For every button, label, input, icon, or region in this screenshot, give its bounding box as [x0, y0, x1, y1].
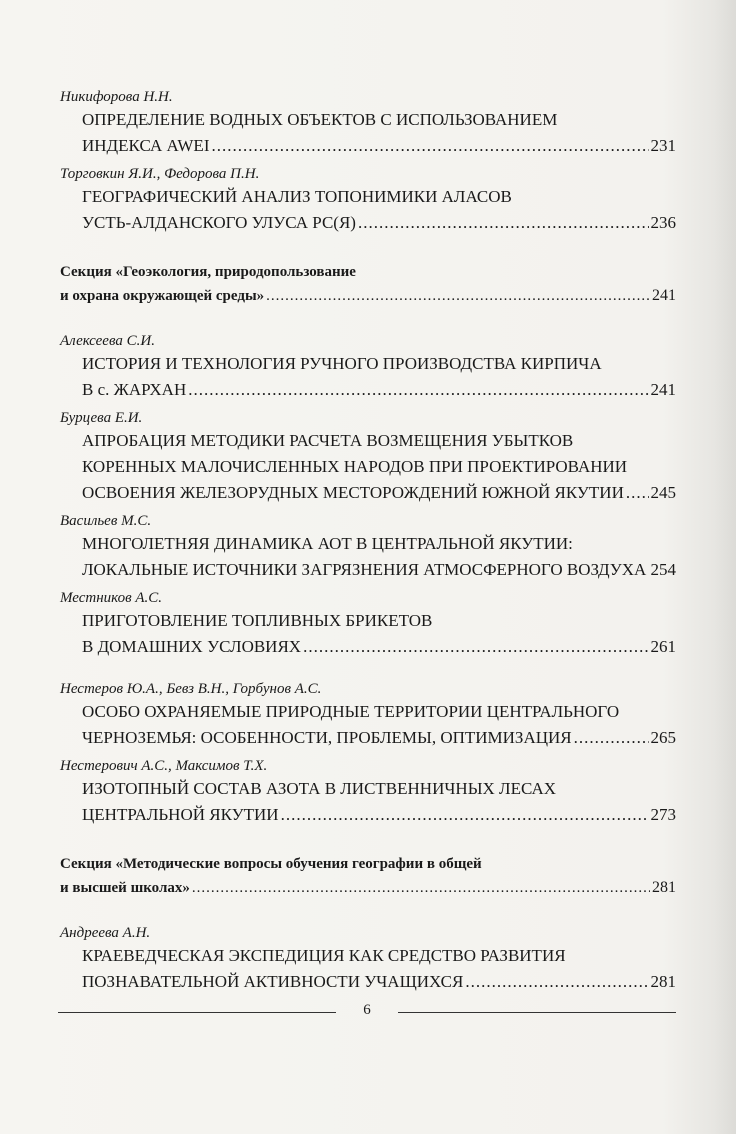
entry-title-last-line: [60, 634, 676, 660]
toc-entry[interactable]: [60, 757, 676, 828]
toc-section-heading[interactable]: [60, 260, 676, 308]
toc-section-heading[interactable]: [60, 852, 676, 900]
entry-page-number: 281: [650, 972, 676, 991]
toc-entry[interactable]: [60, 409, 676, 506]
title-text: ЦЕНТРАЛЬНОЙ ЯКУТИИ: [82, 805, 279, 824]
dot-leader: [465, 969, 648, 995]
entry-author: Бурцева Е.И.: [60, 410, 143, 426]
entry-title-last-line: [60, 210, 676, 236]
toc-entry[interactable]: [60, 512, 676, 583]
toc-entry[interactable]: [60, 165, 676, 236]
entry-title-line: АПРОБАЦИЯ МЕТОДИКИ РАСЧЕТА ВОЗМЕЩЕНИЯ УБЫТКОВ: [82, 431, 574, 450]
dot-leader: [192, 876, 650, 900]
entry-title-line: МНОГОЛЕТНЯЯ ДИНАМИКА АОТ В ЦЕНТРАЛЬНОЙ ЯКУТИИ:: [82, 534, 573, 553]
section-title-last-line: [60, 284, 676, 308]
entry-author: Нестеров Ю.А., Бевз В.Н., Горбунов А.С.: [60, 681, 322, 697]
entry-title-last-line: [60, 725, 676, 751]
page-footer: [58, 1000, 676, 1024]
spacer: [60, 236, 676, 260]
entry-page-number: 261: [650, 637, 676, 656]
entry-page-number: 281: [652, 879, 676, 896]
entry-title-line: ИСТОРИЯ И ТЕХНОЛОГИЯ РУЧНОГО ПРОИЗВОДСТВА КИРПИЧА: [82, 354, 602, 373]
section-title-line: Секция «Методические вопросы обучения географии в общей: [60, 856, 482, 872]
entry-title-last-line: [60, 557, 676, 583]
entry-page-number: 241: [652, 287, 676, 304]
page-number: 6: [363, 1002, 371, 1018]
title-text: УСТЬ-АЛДАНСКОГО УЛУСА РС(Я): [82, 213, 356, 232]
entry-page-number: 265: [650, 728, 676, 747]
entry-title-line: ГЕОГРАФИЧЕСКИЙ АНАЛИЗ ТОПОНИМИКИ АЛАСОВ: [82, 187, 512, 206]
toc-entry[interactable]: [60, 332, 676, 403]
entry-title-last-line: [60, 802, 676, 828]
dot-leader: [211, 133, 648, 159]
dot-leader: [358, 210, 649, 236]
dot-leader: [188, 377, 648, 403]
entry-title-line: ОПРЕДЕЛЕНИЕ ВОДНЫХ ОБЪЕКТОВ С ИСПОЛЬЗОВАНИЕМ: [82, 110, 558, 129]
title-text: ЛОКАЛЬНЫЕ ИСТОЧНИКИ ЗАГРЯЗНЕНИЯ АТМОСФЕРНОГО ВОЗДУХА: [82, 560, 647, 579]
spacer: [60, 308, 676, 332]
dot-leader: [626, 480, 649, 506]
entry-title-line: КРАЕВЕДЧЕСКАЯ ЭКСПЕДИЦИЯ КАК СРЕДСТВО РАЗВИТИЯ: [82, 946, 566, 965]
entry-author: Торговкин Я.И., Федорова П.Н.: [60, 166, 260, 182]
title-text: ИНДЕКСА AWEI: [82, 136, 210, 155]
entry-author: Андреева А.Н.: [60, 925, 151, 941]
entry-title-line: ОСОБО ОХРАНЯЕМЫЕ ПРИРОДНЫЕ ТЕРРИТОРИИ ЦЕНТРАЛЬНОГО: [82, 702, 620, 721]
entry-author: Алексеева С.И.: [60, 333, 155, 349]
entry-page-number: 236: [650, 213, 676, 232]
dot-leader: [303, 634, 648, 660]
entry-title-last-line: [60, 969, 676, 995]
entry-title-last-line: [60, 480, 676, 506]
spacer: [60, 660, 676, 680]
entry-page-number: 254: [650, 560, 676, 579]
title-text: В ДОМАШНИХ УСЛОВИЯХ: [82, 637, 302, 656]
title-text: и охрана окружающей среды»: [60, 288, 265, 304]
footer-rule-right: [398, 1012, 676, 1013]
toc-entry[interactable]: [60, 680, 676, 751]
dot-leader: [281, 802, 649, 828]
entry-page-number: 231: [650, 136, 676, 155]
section-title-last-line: [60, 876, 676, 900]
entry-page-number: 245: [650, 483, 676, 502]
entry-author: Васильев М.С.: [60, 513, 152, 529]
entry-title-line: ИЗОТОПНЫЙ СОСТАВ АЗОТА В ЛИСТВЕННИЧНЫХ ЛЕСАХ: [82, 779, 556, 798]
entry-page-number: 241: [650, 380, 676, 399]
entry-author: Никифорова Н.Н.: [60, 89, 173, 105]
toc-entry[interactable]: [60, 924, 676, 995]
toc-entry[interactable]: [60, 589, 676, 660]
title-text: В с. ЖАРХАН: [82, 380, 187, 399]
spacer: [60, 828, 676, 852]
table-of-contents: [60, 88, 676, 995]
entry-title-line: ПРИГОТОВЛЕНИЕ ТОПЛИВНЫХ БРИКЕТОВ: [82, 611, 433, 630]
spacer: [60, 900, 676, 924]
entry-author: Местников А.С.: [60, 590, 163, 606]
entry-page-number: 273: [650, 805, 676, 824]
entry-title-last-line: [60, 133, 676, 159]
entry-author: Нестерович А.С., Максимов Т.Х.: [60, 758, 268, 774]
entry-title-line: КОРЕННЫХ МАЛОЧИСЛЕННЫХ НАРОДОВ ПРИ ПРОЕКТИРОВАНИИ: [82, 457, 628, 476]
entry-title-last-line: [60, 377, 676, 403]
dot-leader: [266, 284, 650, 308]
title-text: ЧЕРНОЗЕМЬЯ: ОСОБЕННОСТИ, ПРОБЛЕМЫ, ОПТИМИЗАЦИЯ: [82, 728, 572, 747]
dot-leader: [574, 725, 649, 751]
title-text: ПОЗНАВАТЕЛЬНОЙ АКТИВНОСТИ УЧАЩИХСЯ: [82, 972, 464, 991]
toc-entry[interactable]: [60, 88, 676, 159]
title-text: и высшей школах»: [60, 880, 190, 896]
title-text: ОСВОЕНИЯ ЖЕЛЕЗОРУДНЫХ МЕСТОРОЖДЕНИЙ ЮЖНОЙ ЯКУТИИ: [82, 483, 624, 502]
section-title-line: Секция «Геоэкология, природопользование: [60, 264, 356, 280]
